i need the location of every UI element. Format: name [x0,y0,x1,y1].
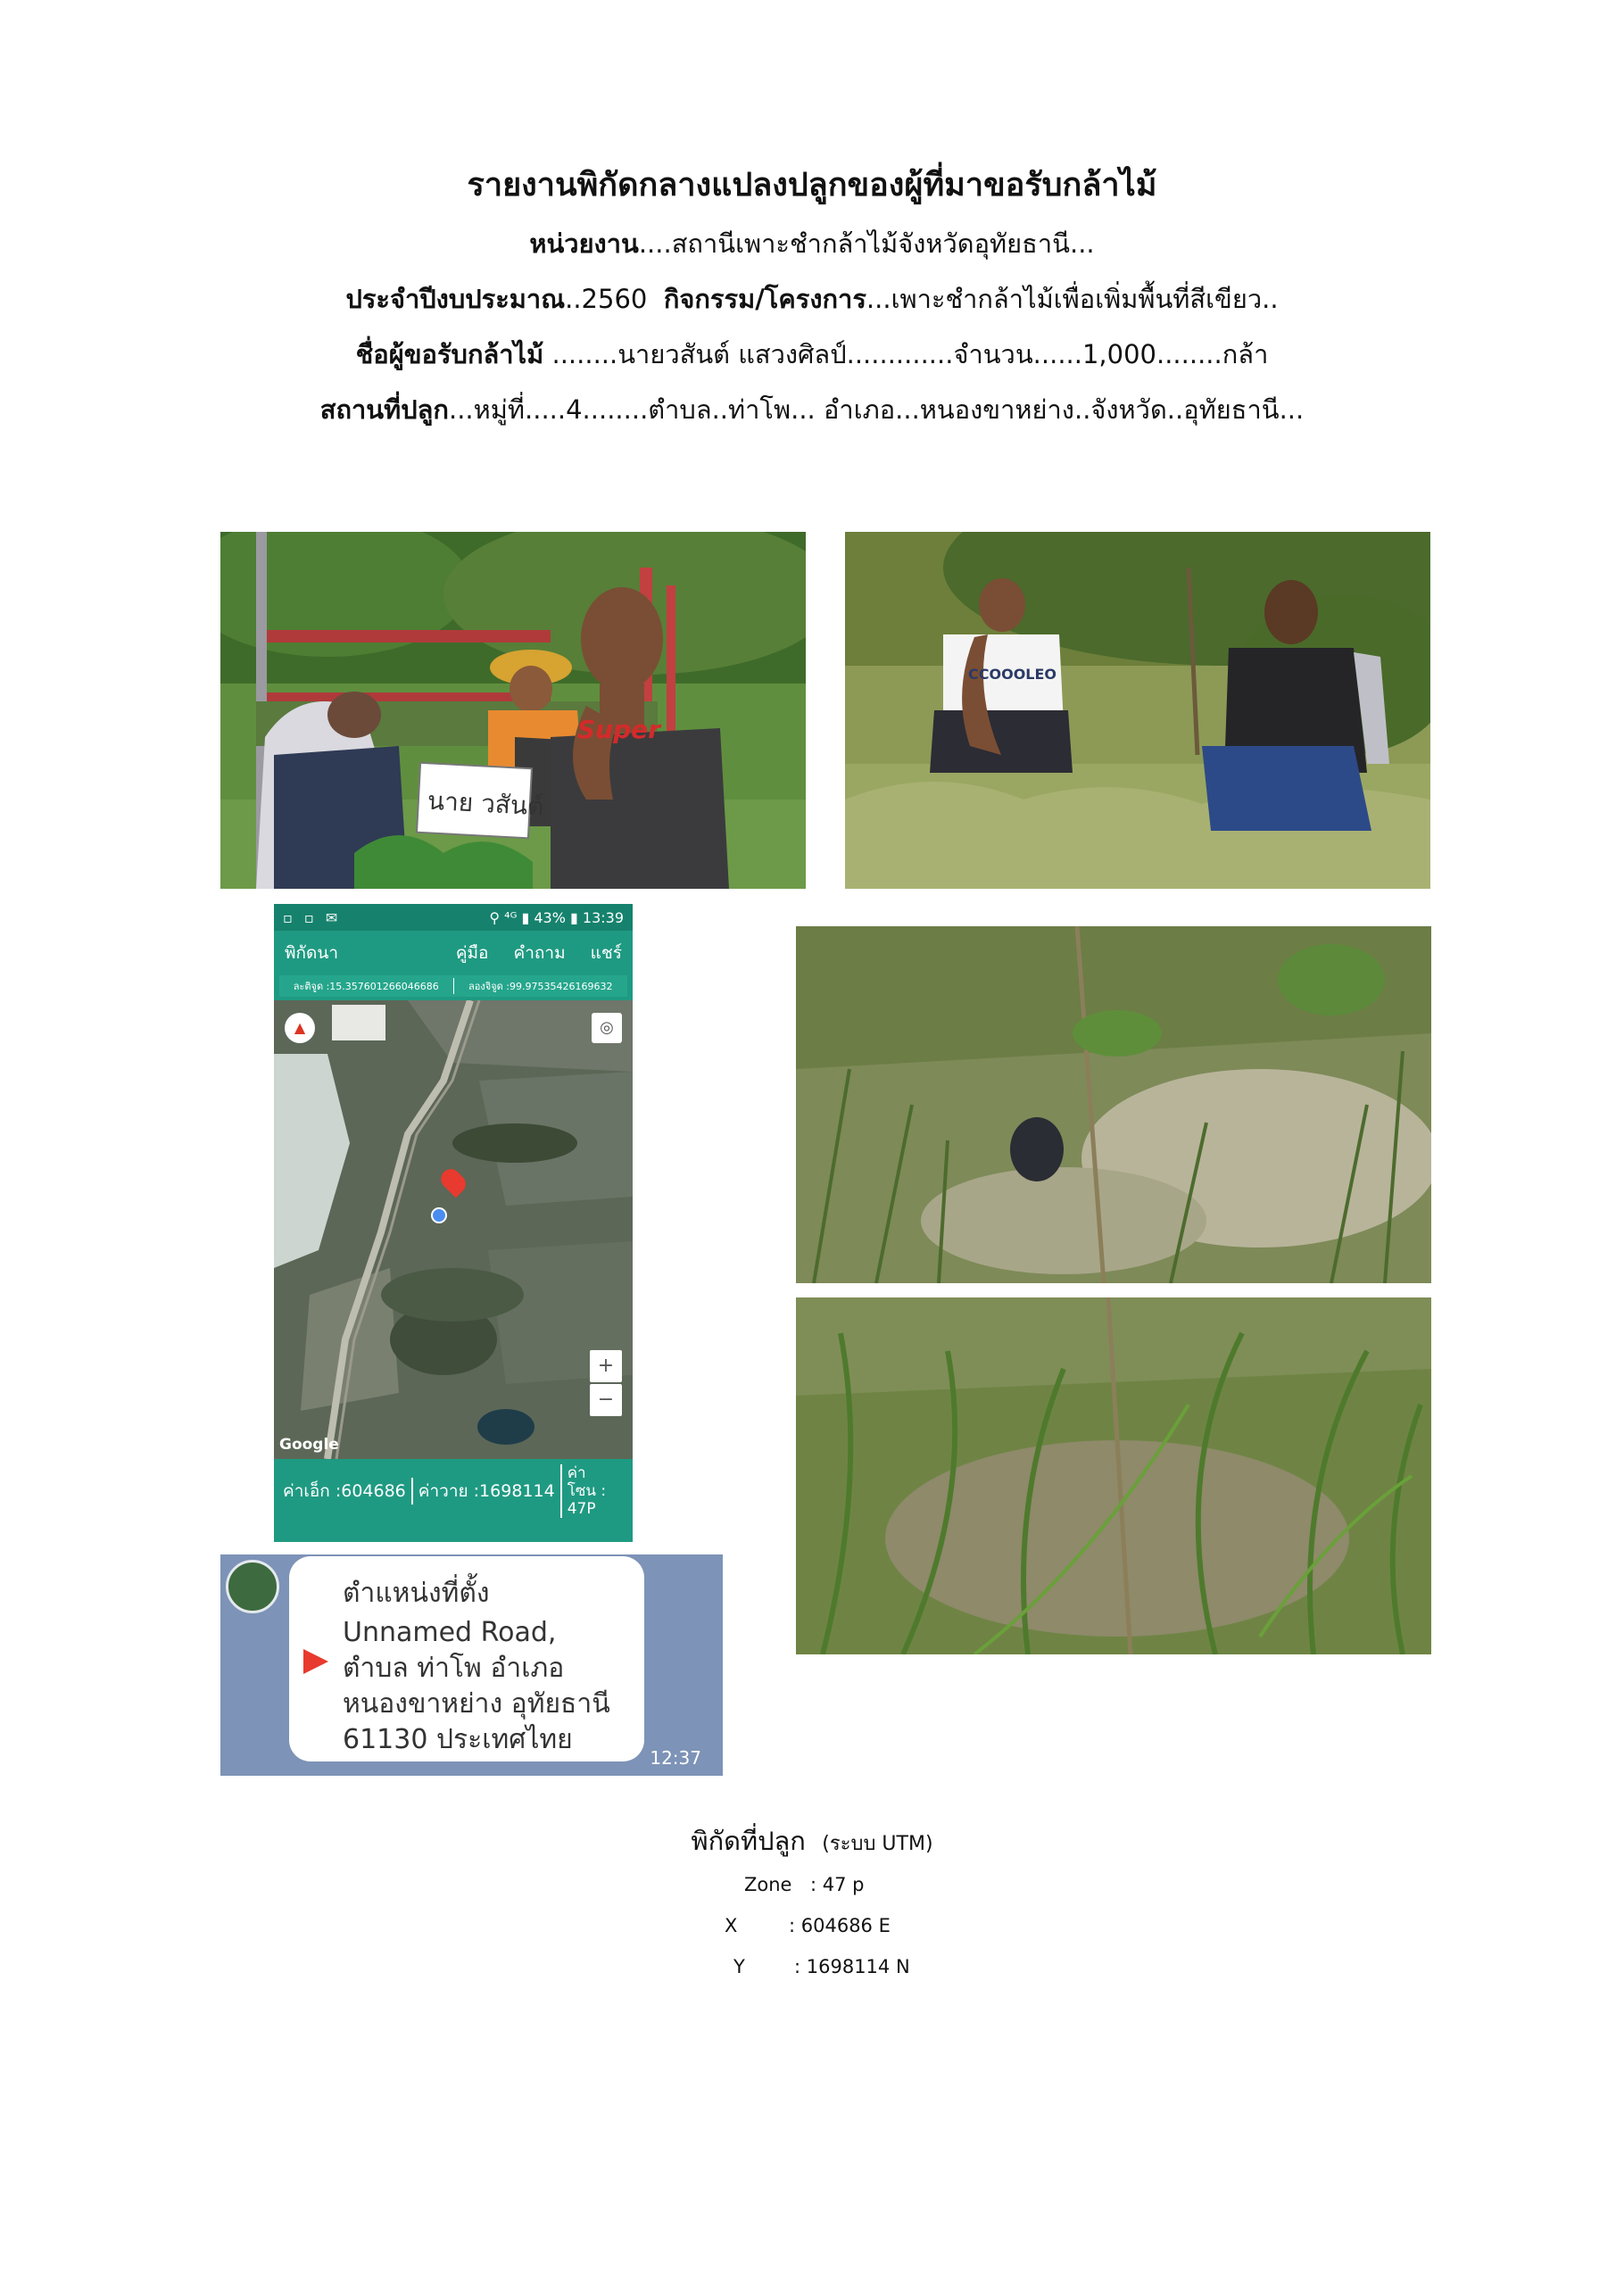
zone-coord-value: : 47 p [810,1874,865,1895]
zoom-in-button[interactable]: + [590,1350,622,1382]
menu-faq[interactable]: คำถาม [513,943,566,963]
easting-value: ค่าเอ็ก :604686 [283,1481,406,1501]
photo-seedling-handover [220,532,806,889]
place-label: สถานที่ปลูก [319,394,449,425]
photo-shirt2-text: CCOOOLEO [968,666,1057,683]
y-label: Y [733,1956,745,1977]
x-row [0,1915,1624,1942]
app-bar [274,931,633,975]
zoom-out-button[interactable]: − [590,1384,622,1416]
northing-value: ค่าวาย :1698114 [411,1478,560,1504]
recipient-value: ........นายวสันต์ แสวงศิลป์.............จำนวน......1,000........กล้า [551,339,1269,369]
current-location-dot [431,1207,447,1223]
coordinates-system: (ระบบ UTM) [822,1833,933,1855]
location-message-bubble[interactable] [289,1556,644,1761]
location-chat-screenshot [220,1554,723,1776]
message-time: 12:37 [650,1747,701,1769]
photo-planting-site [845,532,1430,889]
place-line [0,389,1624,430]
latitude: ละติจูด :15.357601266046686 [293,981,439,992]
zone-row [0,1874,1624,1901]
longitude: ลองจิจูด :99.97535426169632 [453,978,628,994]
agency-label: หน่วยงาน [529,228,639,259]
phone-status-bar [274,904,633,931]
project-value: ...เพาะชำกล้าไม้เพื่อเพิ่มพื้นที่สีเขียว.. [866,284,1279,314]
agency-value: ....สถานีเพาะชำกล้าไม้จังหวัดอุทัยธานี... [638,228,1095,259]
location-title: ตำแหน่งที่ตั้ง [343,1578,490,1609]
y-value: : 1698114 N [794,1956,910,1977]
utm-bar [274,1459,633,1523]
menu-guide[interactable]: คู่มือ [455,943,489,963]
budget-label: ประจำปีงบประมาณ [345,284,566,314]
menu-share[interactable]: แชร์ [590,943,622,963]
phone-map-screenshot [274,904,633,1542]
photo-seedling-closeup-1 [796,926,1431,1283]
status-right: ⚲ ⁴ᴳ ▮ 43% ▮ 13:39 [489,908,624,926]
coordinates-title-text: พิกัดที่ปลูก [691,1826,806,1856]
photo-seedling-closeup-2 [796,1297,1431,1654]
google-logo: Google [279,1436,339,1454]
latlng-bar [279,975,627,997]
x-value: : 604686 E [789,1915,891,1936]
compass-icon[interactable]: ▲ [285,1013,315,1043]
budget-value: ..2560 [565,284,648,314]
app-title: พิกัดนา [285,943,339,963]
zone-value: ค่า โซน : 47P [560,1464,616,1518]
my-location-icon[interactable]: ◎ [592,1013,622,1043]
x-label: X [725,1915,738,1936]
recipient-line [0,334,1624,375]
photo-sign-text: นาย วสันต์ [427,785,545,822]
avatar [226,1560,279,1613]
satellite-map[interactable] [274,1000,633,1459]
zone-label: Zone [744,1874,792,1895]
project-label: กิจกรรม/โครงการ [663,284,866,314]
place-value: ...หมู่ที่.....4........ตำบล..ท่าโพ... อำเภอ...หนองขาหย่าง..จังหวัด..อุทัยธานี... [449,394,1305,425]
location-pin-icon [303,1649,328,1674]
recipient-label: ชื่อผู้ขอรับกล้าไม้ [355,339,544,369]
photo-shirt-text: Super [577,715,660,744]
budget-project-line [0,278,1624,319]
location-address: Unnamed Road, ตำบล ท่าโพ อำเภอ หนองขาหย่าง อุทัยธานี 61130 ประเทศไทย [343,1617,610,1755]
status-notification-icons: ▫ ▫ ✉ [283,908,342,926]
coordinates-title [0,1820,1624,1861]
report-title: รายงานพิกัดกลางแปลงปลูกของผู้ที่มาขอรับกล้าไม้ [467,167,1157,203]
y-row [0,1956,1624,1983]
agency-line [0,223,1624,264]
